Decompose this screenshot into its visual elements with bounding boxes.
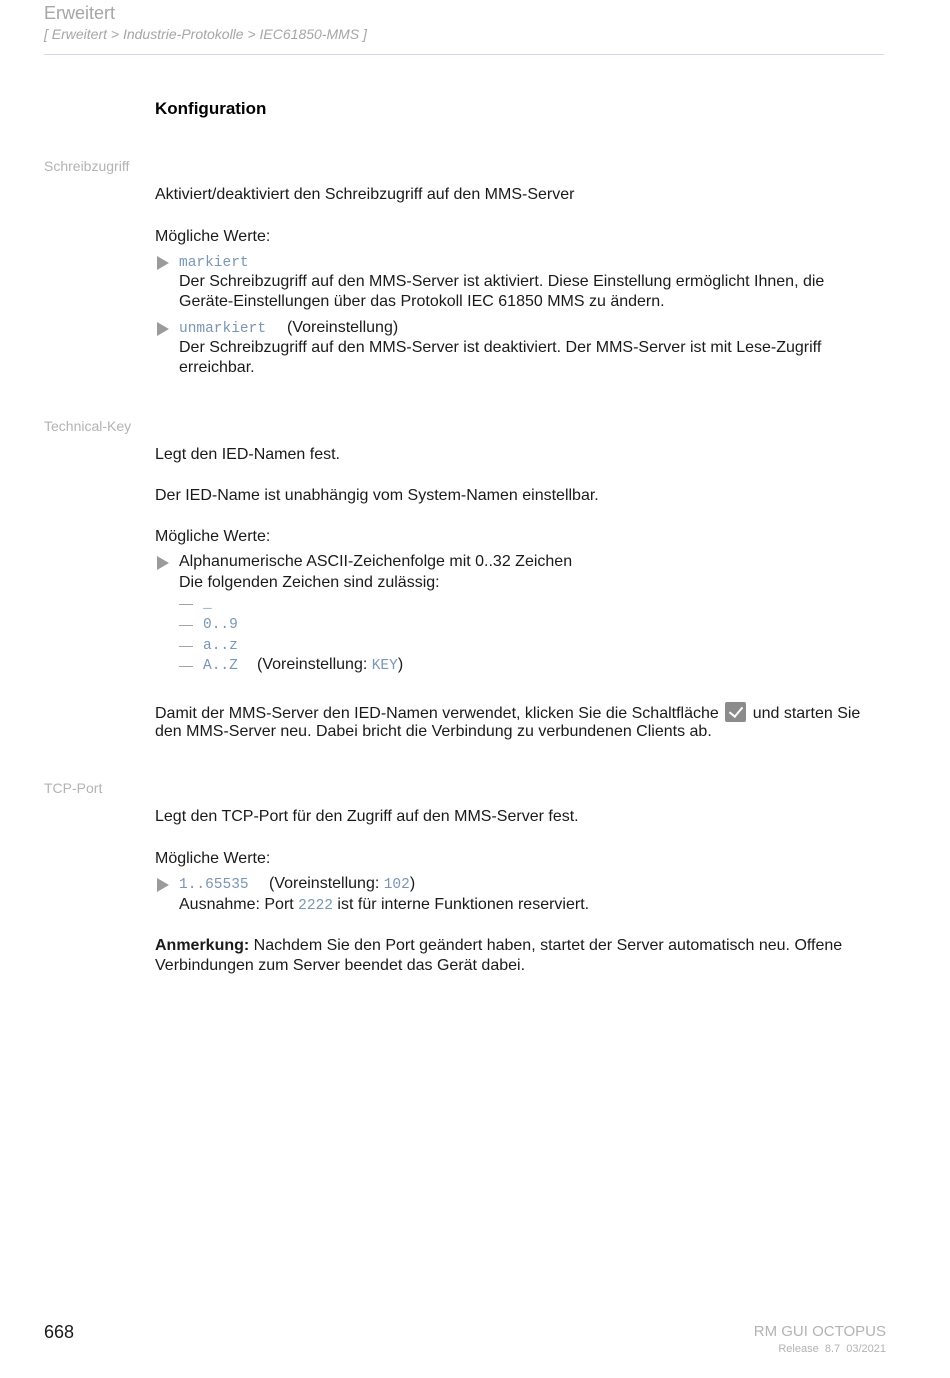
value-description-line: Der Schreibzugriff auf den MMS-Server ist aktiviert. Diese Einstellung ermöglicht Ihnen, die	[179, 273, 825, 290]
list-dash: —	[179, 616, 193, 632]
remark-label: Anmerkung:	[155, 937, 250, 954]
value-description-line: Der Schreibzugriff auf den MMS-Server ist deaktiviert. Der MMS-Server ist mit Lese-Zugriff	[179, 339, 822, 356]
default-value-code: KEY	[371, 658, 398, 674]
apply-instruction-line: den MMS-Server neu. Dabei bricht die Verbindung zu verbundenen Clients ab.	[155, 723, 712, 740]
list-dash: —	[179, 637, 193, 653]
breadcrumb: [ Erweitert > Industrie-Protokolle > IEC61850-MMS ]	[44, 26, 367, 42]
page-number: 668	[44, 1322, 75, 1342]
value-description-line: erreichbar.	[179, 359, 255, 376]
allowed-char-item: a..z	[203, 638, 238, 654]
default-marker: (Voreinstellung)	[287, 319, 399, 336]
footer-release: Release 8.7 03/2021	[778, 1343, 886, 1355]
default-value-code: 102	[383, 877, 410, 893]
remark: Anmerkung: Nachdem Sie den Port geändert haben, startet der Server automatisch neu. Offene	[155, 937, 843, 954]
page-header-title: Erweitert	[44, 3, 116, 23]
possible-values-heading: Mögliche Werte:	[155, 850, 271, 867]
allowed-char-item: _	[203, 596, 212, 612]
default-note: (Voreinstellung: KEY)	[257, 656, 404, 674]
bullet-triangle-icon	[157, 256, 169, 270]
header-divider	[44, 54, 884, 55]
allowed-char-item: 0..9	[203, 617, 238, 633]
value-code: unmarkiert	[179, 321, 267, 337]
allowed-char-item: A..Z	[203, 658, 238, 674]
param-description: Legt den TCP-Port für den Zugriff auf den MMS-Server fest.	[155, 808, 579, 825]
bullet-triangle-icon	[157, 322, 169, 336]
bullet-triangle-icon	[157, 878, 169, 892]
list-dash: —	[179, 595, 193, 611]
param-description: Aktiviert/deaktiviert den Schreibzugriff auf den MMS-Server	[155, 186, 575, 203]
possible-values-heading: Mögliche Werte:	[155, 528, 271, 545]
bullet-triangle-icon	[157, 556, 169, 570]
checkmark-button-icon	[725, 702, 746, 722]
value-title: Alphanumerische ASCII-Zeichenfolge mit 0..32 Zeichen	[179, 553, 573, 570]
param-note: Der IED-Name ist unabhängig vom System-Namen einstellbar.	[155, 487, 599, 504]
footer-product: RM GUI OCTOPUS	[753, 1323, 886, 1340]
remark-line: Verbindungen zum Server beendet das Gerät dabei.	[155, 957, 526, 974]
param-label-technical-key: Technical-Key	[44, 418, 132, 434]
param-label-tcp-port: TCP-Port	[44, 780, 103, 796]
section-title: Konfiguration	[155, 99, 267, 118]
param-label-schreibzugriff: Schreibzugriff	[44, 158, 130, 174]
apply-instruction: Damit der MMS-Server den IED-Namen verwendet, klicken Sie die Schaltfläche und starten Sie	[155, 702, 860, 723]
port-range-code: 1..65535	[179, 877, 249, 893]
port-exception: Ausnahme: Port 2222 ist für interne Funktionen reserviert.	[179, 896, 590, 914]
list-dash: —	[179, 657, 193, 673]
value-code: markiert	[179, 255, 249, 271]
value-description-line: Geräte-Einstellungen über das Protokoll IEC 61850 MMS zu ändern.	[179, 293, 665, 310]
possible-values-heading: Mögliche Werte:	[155, 228, 271, 245]
allowed-intro: Die folgenden Zeichen sind zulässig:	[179, 574, 440, 591]
exception-port-code: 2222	[298, 898, 333, 914]
param-description: Legt den IED-Namen fest.	[155, 446, 340, 463]
default-note: (Voreinstellung: 102)	[269, 875, 416, 893]
